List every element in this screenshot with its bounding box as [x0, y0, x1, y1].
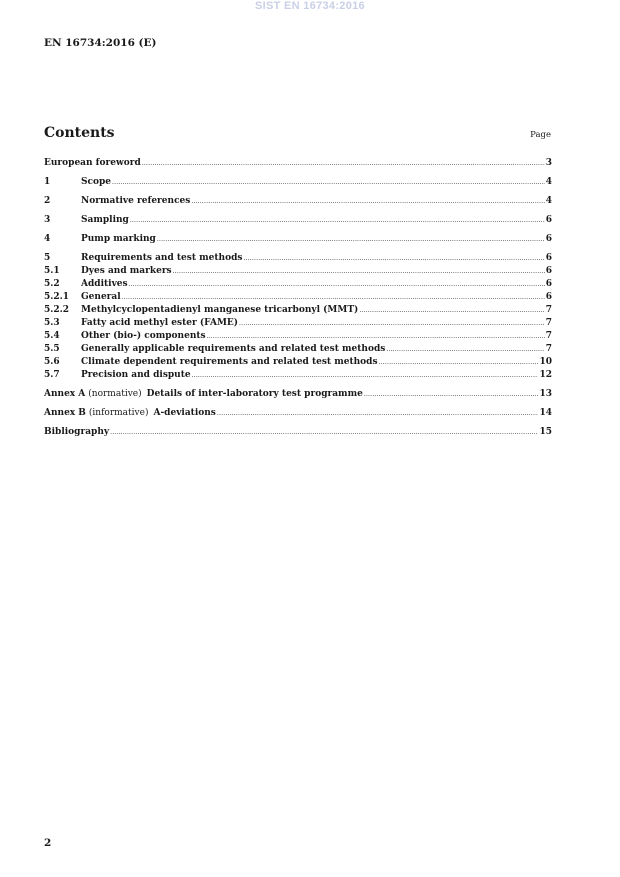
- toc-entry-5[interactable]: [44, 253, 552, 266]
- annex-type: (informative): [88, 408, 149, 418]
- toc-entry-1[interactable]: [44, 177, 552, 190]
- toc-entry-5-7[interactable]: [44, 370, 552, 383]
- toc-entry-page: 6: [545, 234, 552, 244]
- leader-dots: [359, 307, 544, 314]
- leader-dots: [207, 333, 545, 340]
- toc-entry-number: 3: [44, 215, 51, 225]
- toc-entry-5-2-2[interactable]: [44, 305, 552, 318]
- toc-entry-title: Details of inter-laboratory test programme: [146, 389, 363, 399]
- annex-label: Annex A: [44, 389, 86, 399]
- leader-dots: [112, 179, 545, 186]
- toc-entry-page: 4: [545, 196, 552, 206]
- toc-entry-5-5[interactable]: [44, 344, 552, 357]
- leader-dots: [122, 294, 545, 301]
- toc-entry-title: Dyes and markers: [81, 266, 172, 276]
- toc-entry-title: Requirements and test methods: [81, 253, 243, 263]
- toc-entry-title: Other (bio-) components: [81, 331, 206, 341]
- annex-label: Annex B: [44, 408, 86, 418]
- contents-heading: Contents: [44, 125, 115, 141]
- page-number: 2: [44, 837, 52, 849]
- toc-entry-page: 7: [545, 344, 552, 354]
- toc-entry-5-3[interactable]: [44, 318, 552, 331]
- toc-entry-number: 5.2.2: [44, 305, 70, 315]
- toc-entry-number: 5.2: [44, 279, 60, 289]
- toc-entry-number: 5.1: [44, 266, 60, 276]
- leader-dots: [142, 160, 545, 167]
- toc-entry-page: 3: [545, 158, 552, 168]
- toc-entry-title: Sampling: [81, 215, 129, 225]
- toc-entry-5-4[interactable]: [44, 331, 552, 344]
- leader-dots: [364, 391, 539, 398]
- toc-entry-page: 12: [539, 370, 552, 380]
- toc-entry-5-2[interactable]: [44, 279, 552, 292]
- toc-entry-4[interactable]: [44, 234, 552, 247]
- leader-dots: [217, 410, 539, 417]
- toc-entry-foreword[interactable]: [44, 158, 552, 171]
- toc-entry-title: Generally applicable requirements and related test methods: [81, 344, 386, 354]
- leader-dots: [192, 372, 539, 379]
- annex-type: (normative): [88, 389, 142, 399]
- toc-entry-3[interactable]: [44, 215, 552, 228]
- leader-dots: [191, 198, 544, 205]
- toc-entry-page: 7: [545, 331, 552, 341]
- toc-entry-page: 14: [539, 408, 552, 418]
- toc-entry-title: Methylcyclopentadienyl manganese tricarbonyl (MMT): [81, 305, 359, 315]
- leader-dots: [110, 429, 538, 436]
- leader-dots: [243, 255, 544, 262]
- toc-entry-page: 6: [545, 266, 552, 276]
- toc-entry-number: 1: [44, 177, 51, 187]
- toc-entry-title: Climate dependent requirements and related test methods: [81, 357, 378, 367]
- leader-dots: [130, 217, 545, 224]
- toc-entry-title: A-deviations: [153, 408, 216, 418]
- toc-entry-number: 2: [44, 196, 51, 206]
- toc-entry-title: Scope: [81, 177, 112, 187]
- toc-entry-title: Fatty acid methyl ester (FAME): [81, 318, 239, 328]
- toc-entry-number: 5.2.1: [44, 292, 70, 302]
- toc-entry-number: 5: [44, 253, 51, 263]
- toc-entry-page: 6: [545, 215, 552, 225]
- toc-entry-title: General: [81, 292, 121, 302]
- toc-entry-page: 7: [545, 318, 552, 328]
- toc-entry-title: Bibliography: [44, 427, 110, 437]
- leader-dots: [386, 346, 544, 353]
- toc-entry-number: 5.6: [44, 357, 60, 367]
- toc-entry-title: Additives: [81, 279, 128, 289]
- toc-entry-page: 10: [539, 357, 552, 367]
- toc-entry-5-2-1[interactable]: [44, 292, 552, 305]
- toc-entry-annex-b[interactable]: [44, 408, 552, 421]
- toc-entry-annex-a[interactable]: [44, 389, 552, 402]
- toc-entry-page: 6: [545, 279, 552, 289]
- toc-entry-number: 5.7: [44, 370, 60, 380]
- toc-entry-title: Precision and dispute: [81, 370, 191, 380]
- table-of-contents: [44, 158, 552, 440]
- toc-entry-number: 5.4: [44, 331, 60, 341]
- toc-entry-bibliography[interactable]: [44, 427, 552, 440]
- toc-entry-number: 5.5: [44, 344, 60, 354]
- leader-dots: [239, 320, 545, 327]
- leader-dots: [173, 268, 545, 275]
- page-column-label: Page: [530, 130, 551, 140]
- toc-entry-number: 4: [44, 234, 51, 244]
- toc-entry-5-6[interactable]: [44, 357, 552, 370]
- toc-entry-2[interactable]: [44, 196, 552, 209]
- leader-dots: [157, 236, 545, 243]
- toc-entry-page: 15: [539, 427, 552, 437]
- toc-entry-number: 5.3: [44, 318, 60, 328]
- toc-entry-page: 13: [539, 389, 552, 399]
- toc-entry-page: 6: [545, 253, 552, 263]
- toc-entry-page: 4: [545, 177, 552, 187]
- document-identifier: EN 16734:2016 (E): [44, 37, 157, 49]
- toc-entry-5-1[interactable]: [44, 266, 552, 279]
- toc-entry-title: Pump marking: [81, 234, 156, 244]
- toc-entry-page: 6: [545, 292, 552, 302]
- leader-dots: [379, 359, 539, 366]
- toc-entry-title: Normative references: [81, 196, 191, 206]
- toc-entry-title: European foreword: [44, 158, 141, 168]
- watermark-text: SIST EN 16734:2016: [255, 0, 365, 12]
- leader-dots: [129, 281, 545, 288]
- toc-entry-page: 7: [545, 305, 552, 315]
